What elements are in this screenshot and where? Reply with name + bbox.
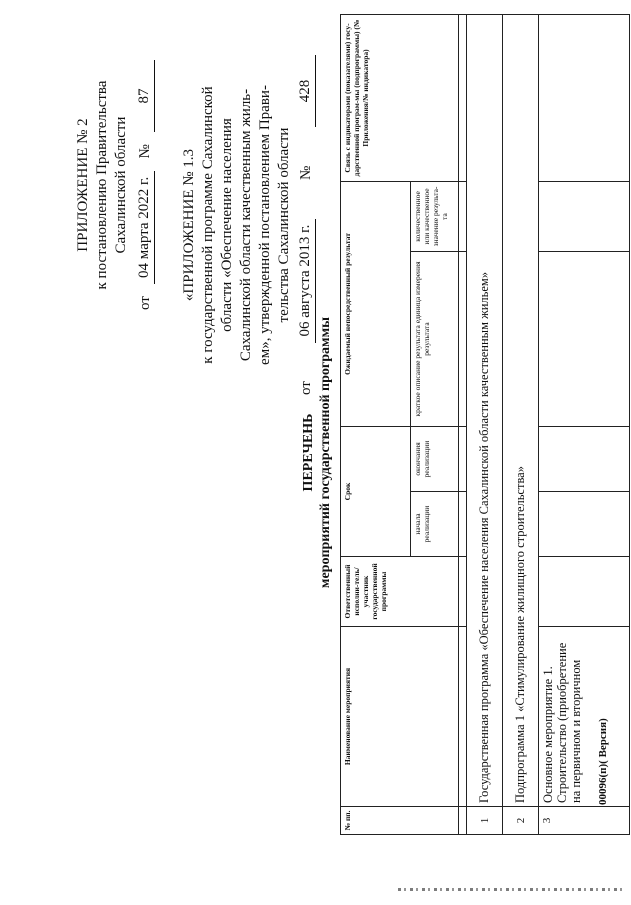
table-row bbox=[467, 14, 503, 834]
heading-title: ПЕРЕЧЕНЬ bbox=[301, 413, 316, 492]
program-ref-title: «ПРИЛОЖЕНИЕ № 1.3 bbox=[181, 148, 197, 302]
row-1-text: Государственная программа «Обеспечение населения Сахалинской области качественным жильем» bbox=[467, 14, 503, 806]
program-ref-line-2: области «Обеспечение населения bbox=[219, 118, 235, 332]
program-ref-line-3: Сахалинской области качественным жиль- bbox=[238, 88, 254, 362]
row-3-text: Основное мероприятие 1. Строительство (приобретение на первичном и вторичном bbox=[539, 627, 630, 807]
row-1-num: 1 bbox=[467, 807, 503, 835]
program-ref-date: 06 августа 2013 г. bbox=[296, 219, 316, 343]
table-row bbox=[503, 14, 539, 834]
appendix-line-1: к постановлению Правительства bbox=[94, 80, 110, 290]
appendix-number: 87 bbox=[135, 60, 155, 132]
program-ref-line-1: к государственной программе Сахалинской bbox=[200, 86, 216, 364]
header-link: Связь с индикаторами (показателями) госу-дарственной програм-мы (подпрограммы) (№ Приложения/№ индикатора) bbox=[341, 14, 459, 181]
appendix-no-label: № bbox=[137, 144, 153, 159]
header-num: № пп. bbox=[341, 807, 459, 835]
header-term: Срок bbox=[341, 426, 411, 556]
program-ref-from-label: от bbox=[298, 381, 314, 395]
row-3-num: 3 bbox=[539, 807, 630, 835]
spacer-row bbox=[459, 14, 467, 834]
header-term-start: начала реализации bbox=[411, 492, 459, 557]
row-2-text: Подпрограмма 1 «Стимулирование жилищного строительства» bbox=[503, 14, 539, 806]
header-result: Ожидаемый непосредственный результат bbox=[341, 181, 411, 426]
row-2-num: 2 bbox=[503, 807, 539, 835]
appendix-title: ПРИЛОЖЕНИЕ № 2 bbox=[75, 118, 91, 252]
program-ref-no-label: № bbox=[298, 165, 314, 180]
appendix-line-2: Сахалинской области bbox=[113, 116, 129, 254]
program-ref-line-4: ем», утвержденной постановлением Прави- bbox=[257, 85, 273, 365]
header-result-value: количественное или качественное значение результа-та bbox=[411, 181, 459, 251]
header-row-1 bbox=[341, 14, 411, 834]
measures-table-wrap bbox=[340, 15, 630, 835]
header-term-end: окончания реализации bbox=[411, 426, 459, 491]
header-result-desc: краткое описание результата единица измерения результата bbox=[411, 251, 459, 426]
program-reference-block bbox=[180, 55, 316, 395]
version-footer: 00096(п)( Версия) bbox=[597, 718, 609, 805]
appendix-block bbox=[74, 60, 155, 310]
heading-subtitle: мероприятий государственной программы bbox=[318, 316, 333, 589]
document-heading bbox=[300, 0, 334, 905]
appendix-date: 04 марта 2022 г. bbox=[135, 171, 155, 284]
table-row bbox=[539, 14, 630, 834]
appendix-date-line bbox=[135, 60, 155, 310]
program-ref-line-5: тельства Сахалинской области bbox=[276, 127, 292, 323]
appendix-from-label: от bbox=[137, 296, 153, 310]
program-ref-number: 428 bbox=[296, 55, 316, 127]
scan-noise bbox=[398, 888, 623, 891]
header-responsible: Ответственный исполни-тель/участник государственной программы bbox=[341, 557, 459, 627]
measures-table bbox=[340, 14, 630, 835]
header-name: Наименование мероприятия bbox=[341, 627, 459, 807]
